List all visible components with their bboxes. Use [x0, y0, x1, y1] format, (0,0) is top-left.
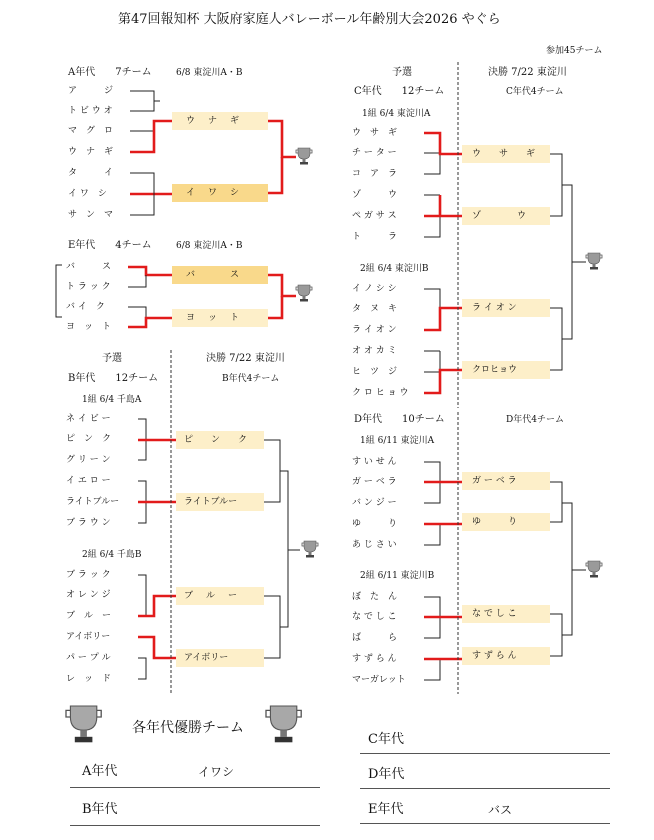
c-group-1: 1組 6/4 東淀川A	[362, 109, 431, 119]
c-winner-2: ゾ ウ	[462, 207, 550, 225]
b-g1-team-1: ネ イ ビ ー	[66, 414, 111, 424]
footer-a-label: A年代	[82, 764, 118, 779]
d-g1-team-1: す い せ ん	[352, 457, 397, 467]
footer-e-line	[360, 823, 610, 824]
trophy-icon	[66, 706, 101, 742]
d-winner-2: ゆ り	[462, 513, 550, 531]
a-team-5: タ イ	[68, 168, 114, 178]
b-g1-team-5: ライトブルー	[66, 497, 120, 507]
footer-heading: 各年代優勝チーム	[132, 720, 244, 736]
c-g1-team-4: ゾ ウ	[352, 190, 398, 200]
trophy-icon	[586, 561, 602, 578]
d-winner-1: ガ ー ベ ラ	[462, 472, 550, 490]
b-g2-team-2: オ レ ン ジ	[66, 590, 111, 600]
c-g2-team-3: ラ イ オ ン	[352, 325, 397, 335]
footer-e-label: E年代	[368, 802, 404, 817]
b-g2-team-1: ブ ラ ッ ク	[66, 570, 111, 580]
c-final: 決勝 7/22 東淀川	[488, 67, 567, 78]
b-g1-team-4: イ エ ロ ー	[66, 476, 111, 486]
e-winner-2: ヨ ッ ト	[172, 309, 268, 327]
c-g1-team-3: コ ア ラ	[352, 169, 398, 179]
a-info: 6/8 東淀川A・B	[176, 68, 243, 78]
c-g1-team-1: ウ サ ギ	[352, 128, 398, 138]
a-team-2: ト ビ ウ オ	[68, 106, 113, 116]
b-group-2: 2組 6/4 千島B	[82, 550, 142, 560]
d-winner-4: す ず ら ん	[462, 647, 550, 665]
b-group-1: 1組 6/4 千島A	[82, 395, 142, 405]
c-group-2: 2組 6/4 東淀川B	[360, 264, 429, 274]
trophy-icon	[266, 706, 301, 742]
d-g2-team-2: な で し こ	[352, 612, 397, 622]
c-g2-team-6: ク ロ ヒ ョ ウ	[352, 388, 409, 398]
d-group-2: 2組 6/11 東淀川B	[360, 571, 435, 581]
e-winner-1: バ ス	[172, 266, 268, 284]
c-bracket-lines	[424, 62, 586, 408]
b-winner-3: ブ ル ー	[176, 587, 264, 605]
a-winner-1: ウ ナ ギ	[172, 112, 268, 130]
a-team-4: ウ ナ ギ	[68, 147, 114, 157]
e-team-1: バ ス	[66, 262, 112, 272]
d-winner-3: な で し こ	[462, 605, 550, 623]
c-g1-team-5: ペ ガ サ ス	[352, 211, 397, 221]
footer-d-label: D年代	[368, 767, 405, 782]
d-g1-team-3: バ ン ジ ー	[352, 498, 397, 508]
b-g2-team-4: アイボリー	[66, 632, 111, 642]
c-g2-team-4: オ オ カ ミ	[352, 346, 397, 356]
c-g1-team-2: チ ー タ ー	[352, 148, 397, 158]
c-winner-3: ラ イ オ ン	[462, 299, 550, 317]
e-header: E年代 4チーム	[68, 240, 152, 251]
a-team-1: ア ジ	[68, 86, 114, 96]
a-team-7: サ ン マ	[68, 210, 114, 220]
b-bracket-lines	[138, 350, 300, 694]
d-g1-team-4: ゆ り	[352, 519, 398, 529]
footer-a-value: イワシ	[198, 765, 235, 779]
footer-b-line	[70, 825, 320, 826]
e-bracket-lines	[56, 265, 296, 327]
e-team-2: ト ラ ッ ク	[66, 282, 111, 292]
footer-d-line	[360, 788, 610, 789]
b-g2-team-3: ブ ル ー	[66, 611, 112, 621]
c-g2-team-2: タ ヌ キ	[352, 304, 398, 314]
c-g2-team-1: イ ノ シ シ	[352, 284, 397, 294]
footer-b-label: B年代	[82, 802, 118, 817]
c-prelim: 予選	[392, 67, 412, 78]
footer-e-value: バス	[488, 803, 513, 817]
b-winner-2: ライトブルー	[176, 493, 264, 511]
b-prelim: 予選	[102, 353, 122, 364]
trophy-icon	[296, 148, 312, 165]
e-team-4: ヨ ッ ト	[66, 322, 112, 332]
c-winner-4: クロヒョウ	[462, 361, 550, 379]
a-bracket-lines	[130, 91, 296, 215]
b-winner-1: ピ ン ク	[176, 431, 264, 449]
d-header: D年代 10チーム	[354, 414, 445, 425]
a-winner-2: イ ワ シ	[172, 184, 268, 202]
d-final-sub: D年代4チーム	[506, 415, 564, 425]
d-g2-team-4: す ず ら ん	[352, 654, 397, 664]
trophy-icon	[302, 541, 318, 558]
d-g1-team-2: ガ ー ベ ラ	[352, 477, 397, 487]
b-g1-team-3: グ リ ー ン	[66, 455, 111, 465]
footer-a-line	[70, 787, 320, 788]
d-g2-team-5: マーガレット	[352, 675, 406, 685]
a-team-6: イ ワ シ	[68, 189, 107, 199]
c-final-sub: C年代4チーム	[506, 87, 564, 97]
trophy-icon	[586, 253, 602, 270]
a-header: A年代 7チーム	[68, 67, 152, 78]
trophy-icon	[296, 285, 312, 302]
b-g2-team-6: レ ッ ド	[66, 674, 112, 684]
b-final-sub: B年代4チーム	[222, 374, 280, 384]
a-team-3: マ グ ロ	[68, 126, 114, 136]
b-header: B年代 12チーム	[68, 373, 159, 384]
e-info: 6/8 東淀川A・B	[176, 241, 243, 251]
b-final: 決勝 7/22 東淀川	[206, 353, 285, 364]
c-g2-team-5: ヒ ツ ジ	[352, 367, 398, 377]
c-winner-1: ウ サ ギ	[462, 145, 550, 163]
footer-c-label: C年代	[368, 732, 404, 747]
page-title: 第47回報知杯 大阪府家庭人バレーボール年齢別大会2026 やぐら	[118, 12, 501, 27]
d-bracket-lines	[424, 412, 586, 694]
c-g1-team-6: ト ラ	[352, 232, 398, 242]
b-g1-team-2: ピ ン ク	[66, 434, 112, 444]
d-g1-team-5: あ じ さ い	[352, 540, 397, 550]
d-group-1: 1組 6/11 東淀川A	[360, 436, 435, 446]
b-winner-4: アイボリー	[176, 649, 264, 667]
b-g2-team-5: パ ー プ ル	[66, 653, 111, 663]
d-g2-team-3: ば ら	[352, 633, 398, 643]
b-g1-team-6: ブ ラ ウ ン	[66, 518, 111, 528]
e-team-3: バ イ ク	[66, 302, 105, 312]
participants-count: 参加45チーム	[546, 46, 603, 56]
d-g2-team-1: ぼ た ん	[352, 592, 398, 602]
footer-c-line	[360, 753, 610, 754]
c-header: C年代 12チーム	[354, 86, 445, 97]
